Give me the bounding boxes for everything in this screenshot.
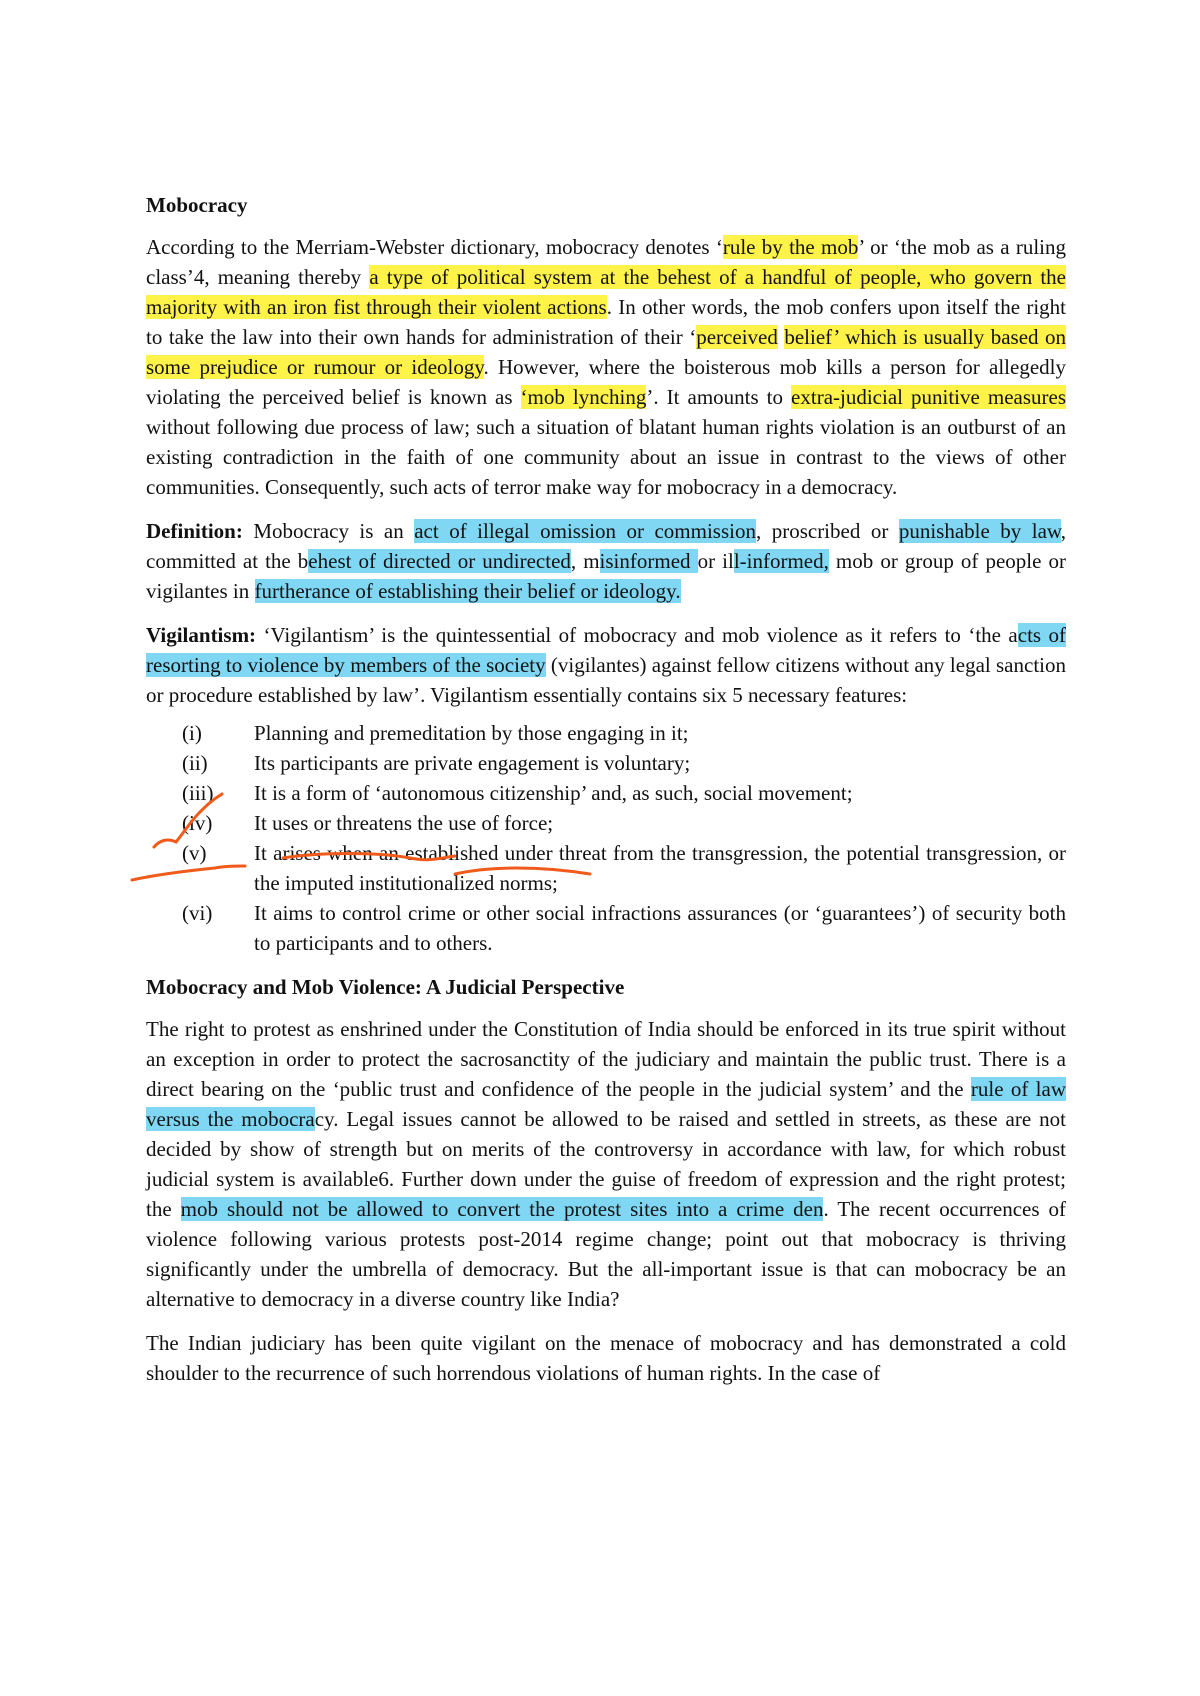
- text-run: , m: [570, 549, 600, 573]
- text-run: mob or group of people or vigilantes in: [146, 549, 1066, 603]
- feature-item: [146, 718, 1066, 748]
- definition-paragraph: [146, 516, 1066, 606]
- text-run: or il: [697, 549, 734, 573]
- judiciary-paragraph: [146, 1328, 1066, 1388]
- text-run: ’. It amounts to: [646, 385, 792, 409]
- feature-item: [146, 838, 1066, 898]
- text-run: . The recent occurrences of violence following various protests post-2014 regime change; point out that mobocracy is thriving significantly under the umbrella of democracy. But the all-important issue is that can mobocracy be an alternative to democracy in a diverse country like India?: [146, 1197, 1066, 1311]
- text-run: cy. Legal issues cannot be allowed to be raised and settled in streets, as these are not decided by show of strength but on merits of the controversy in accordance with law, for which robust judicial system is available6. Further down under the guise of freedom of expression and the right protest; the: [146, 1107, 1066, 1221]
- yellow-highlight: perceived: [696, 325, 778, 349]
- text-run: , committed at the b: [146, 519, 1066, 573]
- feature-item: [146, 808, 1066, 838]
- feature-item: [146, 898, 1066, 958]
- blue-highlight: rule of law versus the mobocra: [146, 1077, 1066, 1131]
- yellow-highlight: ‘mob lynching: [520, 385, 647, 409]
- yellow-highlight: extra-judicial punitive measures: [791, 385, 1066, 409]
- feature-item: [146, 778, 1066, 808]
- blue-highlight: cts of resorting to violence by members of the society: [146, 623, 1066, 677]
- feature-number: (v): [182, 841, 207, 865]
- document-page: [146, 190, 1066, 1402]
- blue-highlight: l-informed,: [733, 549, 829, 573]
- yellow-highlight: rule by the mob: [722, 235, 859, 259]
- vigilantism-text: [146, 623, 1066, 707]
- judicial-paragraph: [146, 1014, 1066, 1314]
- blue-highlight: mob should not be allowed to convert the protest sites into a crime den: [180, 1197, 824, 1221]
- feature-number: (vi): [182, 901, 213, 925]
- feature-number: (iv): [182, 811, 213, 835]
- feature-item: [146, 748, 1066, 778]
- section-heading-judicial: Mobocracy and Mob Violence: A Judicial Perspective: [146, 975, 625, 999]
- feature-number: (ii): [182, 751, 208, 775]
- feature-text: It is a form of ‘autonomous citizenship’ and, as such, social movement;: [254, 781, 853, 805]
- vigilantism-label: Vigilantism:: [146, 623, 257, 647]
- blue-highlight: ehest of directed or undirected: [308, 549, 571, 573]
- text-run: Mobocracy is an: [242, 519, 415, 543]
- feature-text: Planning and premeditation by those engaging in it;: [254, 721, 689, 745]
- text-run: ‘Vigilantism’ is the quintessential of mobocracy and mob violence as it refers to ‘the a: [256, 623, 1018, 647]
- feature-text: It uses or threatens the use of force;: [254, 811, 554, 835]
- text-run: The Indian judiciary has been quite vigilant on the menace of mobocracy and has demonstrated a cold shoulder to the recurrence of such horrendous violations of human rights. In the case of: [146, 1331, 1066, 1385]
- vigilantism-paragraph: [146, 620, 1066, 710]
- blue-highlight: isinformed: [599, 549, 698, 573]
- text-run: . In other words, the mob confers upon itself the right to take the law into their own hands for administration of their ‘: [146, 295, 1066, 349]
- text-run: . However, where the boisterous mob kills a person for allegedly violating the perceived belief is known as: [146, 355, 1066, 409]
- feature-number: (iii): [182, 781, 214, 805]
- blue-highlight: furtherance of establishing their belief or ideology.: [254, 579, 681, 603]
- text-run: , proscribed or: [755, 519, 899, 543]
- text-run: ’ or ‘the mob as a ruling class’4, meaning thereby: [146, 235, 1067, 289]
- text-run: According to the Merriam-Webster dictionary, mobocracy denotes ‘: [146, 235, 723, 259]
- text-run: (vigilantes) against fellow citizens without any legal sanction or procedure established by law’. Vigilantism essentially contains six 5 necessary features:: [146, 653, 1066, 707]
- blue-highlight: punishable by law: [898, 519, 1061, 543]
- definition-label: Definition:: [146, 519, 243, 543]
- yellow-highlight: a type of political system at the behest of a handful of people, who govern the majority with an iron fist through their violent actions: [146, 265, 1066, 319]
- mobocracy-paragraph: [146, 232, 1066, 502]
- blue-highlight: act of illegal omission or commission: [414, 519, 756, 543]
- feature-text: Its participants are private engagement is voluntary;: [254, 751, 691, 775]
- feature-number: (i): [182, 721, 202, 745]
- features-list: [146, 718, 1066, 958]
- section-heading-mobocracy: Mobocracy: [146, 193, 248, 217]
- text-run: without following due process of law; such a situation of blatant human rights violation is an outburst of an existing contradiction in the faith of one community about an issue in contrast to the views of other communities. Consequently, such acts of terror make way for mobocracy in a democracy.: [146, 415, 1066, 499]
- definition-text: [146, 519, 1066, 603]
- yellow-highlight: belief’ which is usually based on some prejudice or rumour or ideology: [146, 325, 1067, 379]
- feature-text: It aims to control crime or other social infractions assurances (or ‘guarantees’) of security both to participants and to others.: [254, 901, 1066, 955]
- feature-text: It arises when an established under threat from the transgression, the potential transgression, or the imputed institutionalized norms;: [254, 841, 1066, 895]
- text-run: The right to protest as enshrined under the Constitution of India should be enforced in its true spirit without an exception in order to protect the sacrosanctity of the judiciary and maintain the public trust. There is a direct bearing on the ‘public trust and confidence of the people in the judicial system’ and the: [146, 1017, 1066, 1101]
